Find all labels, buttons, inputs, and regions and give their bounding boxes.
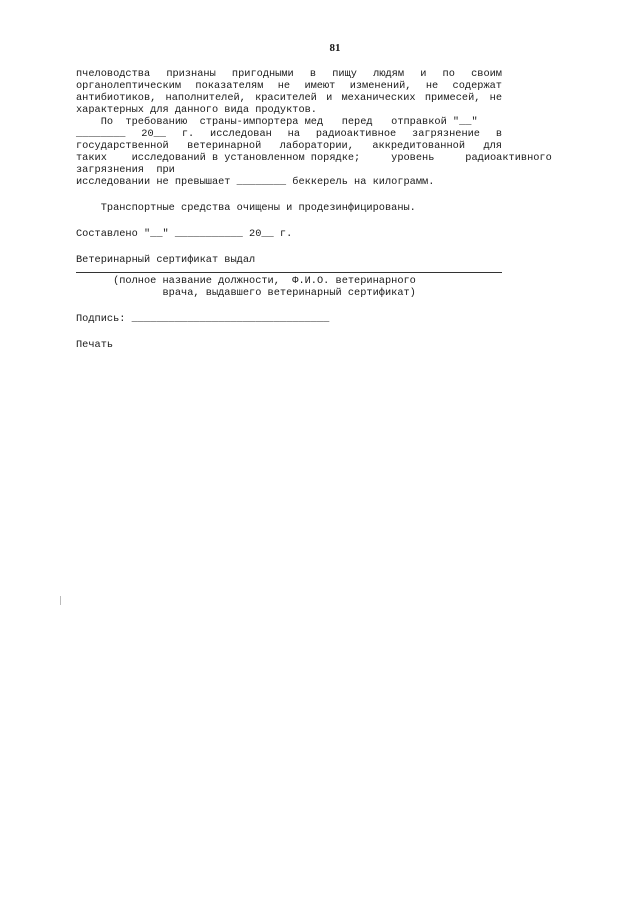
text-line: исследовании не превышает ________ беккерель на килограмм. <box>76 176 435 188</box>
text-line: ________ 20__ г. исследован на радиоактивное загрязнение в <box>76 128 502 140</box>
text-line: пчеловодства признаны пригодными в пищу людям и по своим <box>76 68 502 80</box>
text-line: загрязнения при <box>76 164 175 176</box>
page-number: 81 <box>329 42 341 54</box>
issuer-caption-line: (полное название должности, Ф.И.О. ветеринарного <box>76 275 416 287</box>
issued-by-label: Ветеринарный сертификат выдал <box>76 254 256 266</box>
text-line: государственной ветеринарной лаборатории, аккредитованной для <box>76 140 502 152</box>
issuer-underline <box>76 272 502 273</box>
scan-artifact <box>60 596 61 605</box>
transport-line: Транспортные средства очищены и продезинфицированы. <box>76 202 416 214</box>
text-line: По требованию страны-импортера мед перед отправкой "__" <box>76 116 478 128</box>
composed-date-line: Составлено "__" ___________ 20__ г. <box>76 228 293 240</box>
text-line: органолептическим показателям не имеют изменений, не содержат <box>76 80 502 92</box>
issuer-caption-line: врача, выдавшего ветеринарный сертификат) <box>76 287 416 299</box>
text-line: антибиотиков, наполнителей, красителей и механических примесей, не <box>76 92 502 104</box>
signature-line: Подпись: ________________________________ <box>76 313 330 325</box>
text-line: таких исследований в установленном порядке; уровень радиоактивного <box>76 152 552 164</box>
text-line: характерных для данного вида продуктов. <box>76 104 317 116</box>
seal-label: Печать <box>76 339 114 351</box>
